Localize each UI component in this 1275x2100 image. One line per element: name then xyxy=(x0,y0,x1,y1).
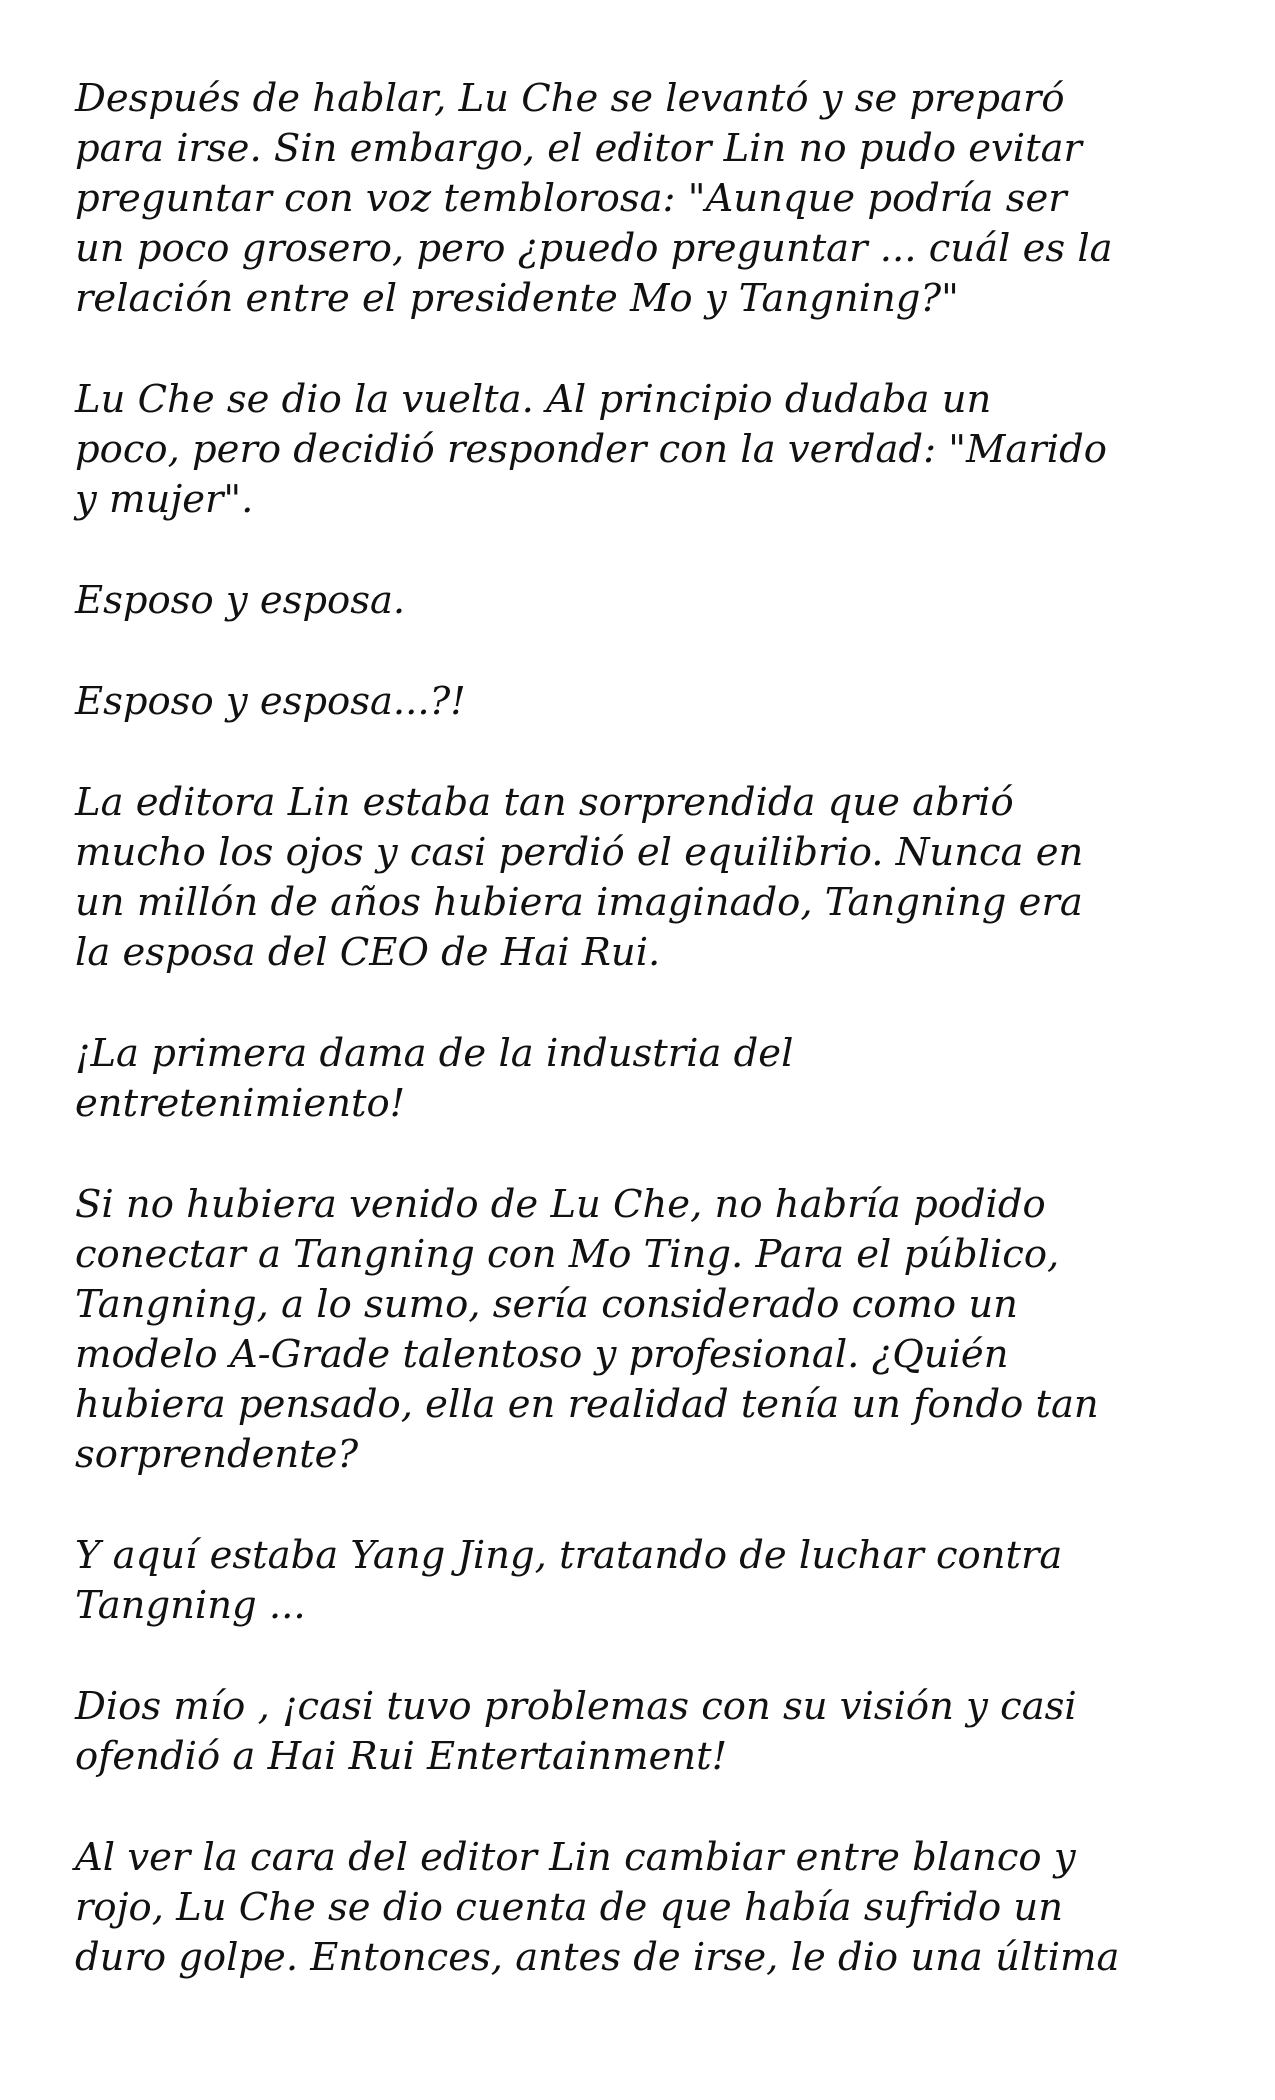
paragraph-10: Al ver la cara del editor Lin cambiar entre blanco y rojo, Lu Che se dio cuenta de que había sufrido un duro golpe. Entonces, antes de irse, le dio una última xyxy=(75,1835,1120,1980)
paragraph-4: Esposo y esposa...?! xyxy=(75,679,466,724)
paragraph-3: Esposo y esposa. xyxy=(75,578,406,623)
paragraph-9: Dios mío , ¡casi tuvo problemas con su visión y casi ofendió a Hai Rui Entertainment! xyxy=(75,1684,1077,1779)
paragraph-8: Y aquí estaba Yang Jing, tratando de luchar contra Tangning ... xyxy=(75,1533,1063,1628)
paragraph-6: ¡La primera dama de la industria del entretenimiento! xyxy=(75,1031,794,1126)
paragraph-7: Si no hubiera venido de Lu Che, no habría podido conectar a Tangning con Mo Ting. Para el público, Tangning, a lo sumo, sería considerado como un modelo A-Grade talentoso y profesional. ¿Quién hubiera pensado, ella en realidad tenía un fondo tan sorprendente? xyxy=(75,1182,1099,1477)
document-page xyxy=(75,74,1225,2034)
paragraph-5: La editora Lin estaba tan sorprendida que abrió mucho los ojos y casi perdió el equilibrio. Nunca en un millón de años hubiera imaginado, Tangning era la esposa del CEO de Hai Rui. xyxy=(75,780,1084,975)
paragraph-1: Después de hablar, Lu Che se levantó y se preparó para irse. Sin embargo, el editor Lin no pudo evitar preguntar con voz temblorosa: "Aunque podría ser un poco grosero, pero ¿puedo preguntar ... cuál es la relación entre el presidente Mo y Tangning?" xyxy=(75,76,1113,321)
paragraph-2: Lu Che se dio la vuelta. Al principio dudaba un poco, pero decidió responder con la verdad: "Marido y mujer". xyxy=(75,377,1107,522)
